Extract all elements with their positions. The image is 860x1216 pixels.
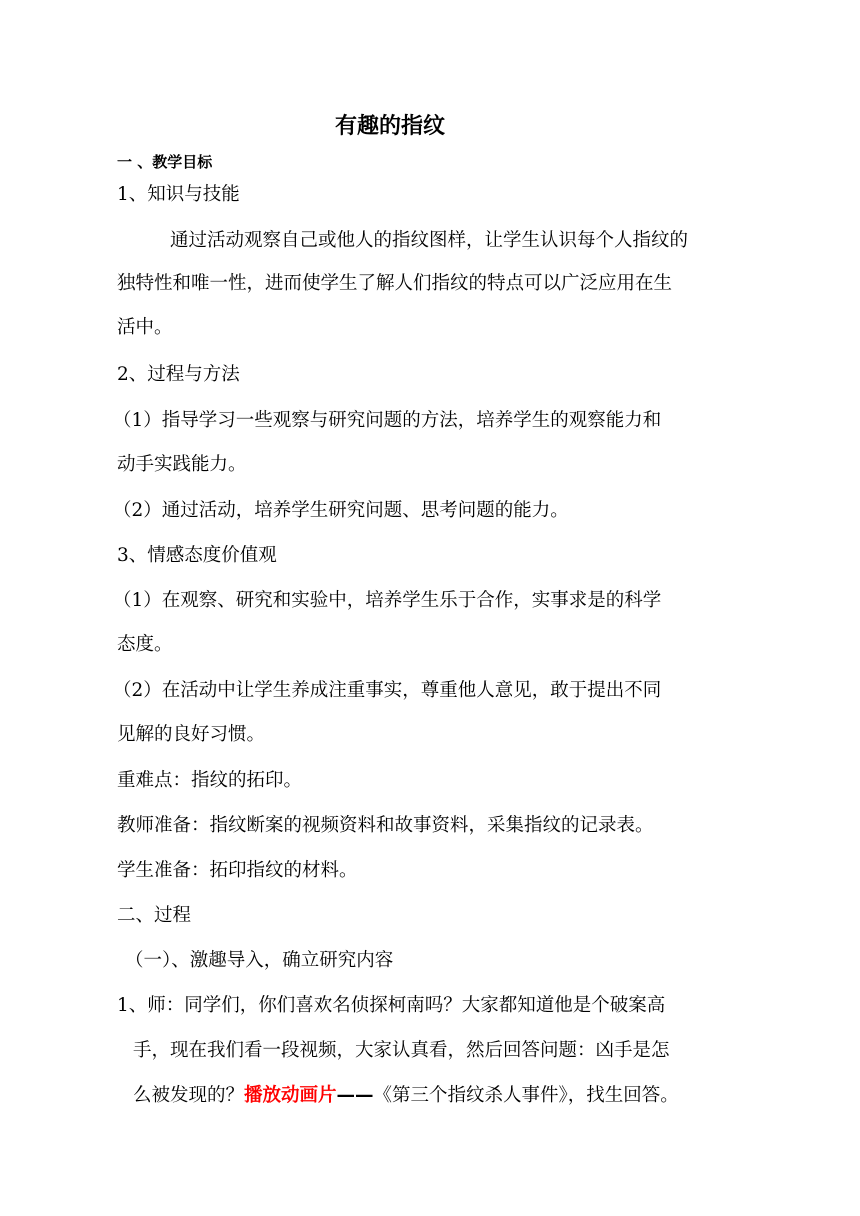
paragraph-line: （2）通过活动，培养学生研究问题、思考问题的能力。 [113, 500, 569, 521]
paragraph-line: 1、师：同学们，你们喜欢名侦探柯南吗？大家都知道他是个破案高 [117, 995, 666, 1016]
paragraph-line: 见解的良好习惯。 [117, 724, 266, 745]
item-label-attitude: 3、情感态度价值观 [117, 545, 277, 566]
paragraph-line-mixed [133, 1084, 679, 1108]
dash-text: —— [336, 1085, 374, 1106]
paragraph-line: 动手实践能力。 [117, 454, 247, 475]
paragraph-line: （1）在观察、研究和实验中，培养学生乐于合作，实事求是的科学 [113, 590, 662, 611]
key-points: 重难点：指纹的拓印。 [117, 770, 303, 791]
student-preparation: 学生准备：拓印指纹的材料。 [117, 860, 358, 881]
paragraph-line: 通过活动观察自己或他人的指纹图样，让学生认识每个人指纹的 [170, 230, 689, 251]
paragraph-text: 么被发现的？ [133, 1085, 245, 1106]
paragraph-line: 手，现在我们看一段视频，大家认真看，然后回答问题：凶手是怎 [133, 1040, 670, 1061]
document-title: 有趣的指纹 [334, 114, 445, 139]
sub-heading-intro: （一）、激趣导入，确立研究内容 [125, 950, 394, 971]
item-label-knowledge: 1、知识与技能 [117, 184, 240, 205]
paragraph-line: 独特性和唯一性，进而使学生了解人们指纹的特点可以广泛应用在生 [117, 273, 673, 294]
highlighted-text: 播放动画片 [244, 1085, 337, 1106]
paragraph-text: 《第三个指纹杀人事件》，找生回答。 [373, 1085, 679, 1106]
section-heading-objectives: 一 、教学目标 [117, 153, 213, 171]
section-heading-process: 二、过程 [117, 905, 192, 926]
paragraph-line: 活中。 [117, 317, 173, 338]
teacher-preparation: 教师准备：指纹断案的视频资料和故事资料，采集指纹的记录表。 [117, 815, 654, 836]
paragraph-line: （1）指导学习一些观察与研究问题的方法，培养学生的观察能力和 [113, 410, 662, 431]
paragraph-line: 态度。 [117, 634, 173, 655]
paragraph-line: （2）在活动中让学生养成注重事实，尊重他人意见，敢于提出不同 [113, 680, 662, 701]
item-label-process: 2、过程与方法 [117, 364, 240, 385]
